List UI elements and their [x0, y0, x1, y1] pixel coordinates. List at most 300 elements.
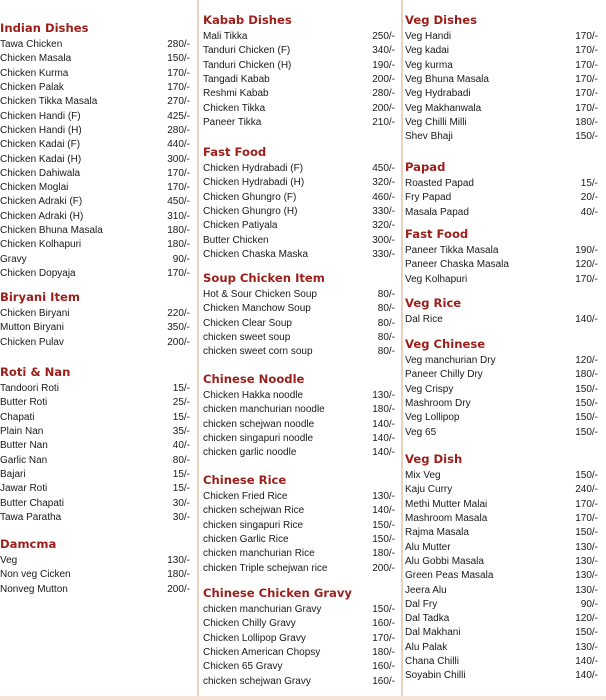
- menu-item-price: 200/-: [372, 562, 395, 574]
- menu-item-price: 170/-: [575, 88, 598, 100]
- menu-item-name: Fry Papad: [405, 192, 452, 204]
- menu-item: [0, 496, 194, 510]
- menu-item: [203, 389, 399, 403]
- menu-item-price: 190/-: [575, 245, 598, 257]
- menu-item-name: Masala Papad: [405, 206, 469, 218]
- menu-item: [203, 191, 399, 205]
- section-title: Fast Food: [405, 227, 469, 241]
- menu-item: [405, 512, 602, 526]
- menu-item-name: Chicken Patiyala: [203, 220, 278, 232]
- menu-item: [405, 244, 602, 258]
- menu-item-name: Jawar Roti: [0, 483, 48, 495]
- menu-item-name: Paneer Chaska Masala: [405, 259, 509, 271]
- menu-item: [0, 52, 194, 66]
- menu-item-name: Chana Chilli: [405, 656, 459, 667]
- section-title: Soup Chicken Item: [203, 271, 325, 285]
- menu-item-name: Veg 65: [405, 426, 437, 438]
- menu-item-price: 160/-: [372, 618, 395, 630]
- section-soup-chicken-item: [203, 270, 399, 359]
- menu-item: [0, 583, 194, 597]
- menu-item: [405, 73, 602, 87]
- menu-item-price: 130/-: [167, 555, 190, 567]
- menu-item: [0, 411, 194, 425]
- menu-item-price: 320/-: [372, 177, 395, 189]
- menu-item: [203, 87, 399, 101]
- menu-item-name: chicken manchurian Rice: [203, 548, 315, 560]
- menu-item-name: Veg Bhuna Masala: [405, 74, 489, 86]
- menu-item: [405, 411, 602, 425]
- menu-item: [405, 655, 602, 669]
- menu-item-name: Chicken Biryani: [0, 308, 70, 320]
- menu-item: [0, 336, 194, 350]
- menu-item: [203, 101, 399, 115]
- menu-item: [0, 425, 194, 439]
- section-title: Veg Rice: [405, 296, 462, 310]
- menu-item-name: Tawa Chicken: [0, 39, 63, 51]
- menu-item-price: 140/-: [372, 418, 395, 430]
- menu-item-name: Chicken Hakka noodle: [203, 390, 304, 402]
- menu-item-name: Chicken Ghungro (H): [203, 206, 298, 218]
- menu-item-price: 340/-: [372, 45, 395, 57]
- section-title: Chinese Rice: [203, 473, 287, 487]
- menu-item-name: Veg manchurian Dry: [405, 355, 496, 367]
- menu-item-name: Dal Fry: [405, 598, 438, 610]
- menu-item: [0, 307, 194, 321]
- menu-item-name: Gravy: [0, 253, 27, 265]
- menu-item: [405, 425, 602, 439]
- menu-item-name: Chicken Palak: [0, 82, 64, 94]
- menu-item-name: Chicken Masala: [0, 53, 72, 65]
- menu-item-price: 130/-: [575, 541, 598, 553]
- menu-item-price: 150/-: [575, 627, 598, 639]
- menu-item-price: 80/-: [377, 289, 395, 301]
- menu-item-price: 210/-: [372, 116, 395, 128]
- menu-item-price: 180/-: [167, 225, 190, 236]
- menu-item-price: 280/-: [372, 88, 395, 100]
- menu-item-name: Chicken Adraki (F): [0, 196, 83, 208]
- menu-item-name: Plain Nan: [0, 426, 44, 438]
- menu-item-name: Chicken Handi (F): [0, 110, 81, 122]
- menu-item: [405, 59, 602, 73]
- menu-item-price: 280/-: [167, 39, 190, 51]
- menu-item-name: Dal Makhani: [405, 627, 461, 639]
- menu-item-price: 120/-: [575, 259, 598, 271]
- section-title: Chinese Noodle: [203, 372, 305, 386]
- menu-item: [203, 331, 399, 345]
- menu-item-name: Paneer Tikka: [203, 116, 262, 128]
- menu-item: [405, 30, 602, 44]
- menu-item: [0, 568, 194, 582]
- menu-item-name: Tandoori Roti: [0, 383, 59, 395]
- menu-item-price: 180/-: [575, 116, 598, 128]
- menu-item: [0, 511, 194, 525]
- menu-item-name: Tanduri Chicken (H): [203, 59, 292, 71]
- menu-item-name: Veg Chilli Milli: [405, 116, 467, 128]
- menu-item: [203, 617, 399, 631]
- menu-item-name: Bajari: [0, 468, 26, 480]
- section-title: Roti & Nan: [0, 365, 71, 379]
- menu-item-name: chicken schejwan Rice: [203, 505, 305, 517]
- menu-item-price: 35/-: [172, 426, 190, 438]
- menu-item-price: 150/-: [167, 53, 190, 65]
- menu-item-price: 140/-: [575, 314, 598, 326]
- menu-item: [203, 116, 399, 130]
- menu-item-price: 190/-: [372, 59, 395, 71]
- column-divider: [197, 0, 199, 700]
- menu-item: [0, 81, 194, 95]
- menu-item: [0, 439, 194, 453]
- menu-item-price: 220/-: [167, 308, 190, 320]
- menu-item-price: 80/-: [377, 317, 395, 329]
- menu-item-price: 440/-: [167, 139, 190, 151]
- menu-item-price: 15/-: [580, 178, 598, 190]
- menu-item-name: chicken singapuri Rice: [203, 519, 304, 531]
- menu-item-name: Chicken Hydrabadi (F): [203, 163, 304, 175]
- menu-item-price: 310/-: [167, 210, 190, 222]
- menu-item-price: 170/-: [575, 74, 598, 86]
- menu-item: [0, 109, 194, 123]
- menu-item-price: 170/-: [575, 102, 598, 114]
- menu-item-name: Hot & Sour Chicken Soup: [203, 289, 317, 301]
- menu-item: [203, 603, 399, 617]
- menu-item: [0, 252, 194, 266]
- menu-item-name: chicken Garlic Rice: [203, 534, 289, 546]
- menu-item-name: chicken schejwan Gravy: [203, 675, 311, 687]
- menu-item-price: 330/-: [372, 206, 395, 218]
- menu-item-name: Butter Chicken: [203, 234, 269, 246]
- menu-item-name: Reshmi Kabab: [203, 88, 269, 100]
- menu-item-price: 170/-: [167, 67, 190, 79]
- menu-item-name: Chicken Ghungro (F): [203, 191, 297, 203]
- menu-item: [405, 641, 602, 655]
- menu-item-price: 280/-: [167, 124, 190, 136]
- menu-item: [0, 267, 194, 281]
- menu-item: [203, 248, 399, 262]
- menu-item: [405, 87, 602, 101]
- menu-item-price: 180/-: [372, 647, 395, 659]
- menu-item-price: 170/-: [575, 498, 598, 510]
- menu-item: [203, 205, 399, 219]
- section-fast-food: [203, 144, 399, 262]
- menu-item: [0, 224, 194, 238]
- menu-item-price: 130/-: [575, 584, 598, 596]
- menu-item-price: 90/-: [580, 598, 598, 610]
- menu-item-name: Mashroom Masala: [405, 513, 488, 525]
- section-title: Chinese Chicken Gravy: [203, 586, 352, 600]
- menu-item-name: Chicken American Chopsy: [203, 647, 321, 659]
- column-divider: [401, 0, 403, 700]
- menu-item-name: chicken manchurian noodle: [203, 404, 325, 416]
- menu-item-price: 120/-: [575, 613, 598, 625]
- section-title: Veg Chinese: [405, 337, 486, 351]
- section-papad: [405, 159, 602, 220]
- section-title: Kabab Dishes: [203, 13, 292, 27]
- menu-item-price: 170/-: [167, 167, 190, 179]
- menu-item-name: Rajma Masala: [405, 527, 469, 539]
- menu-item-price: 320/-: [372, 220, 395, 232]
- menu-item-price: 130/-: [575, 555, 598, 567]
- menu-item: [203, 302, 399, 316]
- menu-item-name: Soyabin Chilli: [405, 670, 466, 682]
- menu-item: [203, 533, 399, 547]
- menu-item-name: chicken manchurian Gravy: [203, 604, 322, 616]
- menu-item-price: 180/-: [575, 369, 598, 381]
- menu-item-name: chicken sweet soup: [203, 332, 291, 344]
- menu-item-price: 140/-: [372, 447, 395, 459]
- menu-item-price: 150/-: [575, 383, 598, 395]
- menu-item-price: 15/-: [172, 383, 190, 395]
- section-kabab-dishes: [203, 12, 399, 130]
- menu-item-price: 170/-: [372, 632, 395, 644]
- menu-item-name: Alu Gobbi Masala: [405, 555, 484, 567]
- menu-item-price: 140/-: [372, 433, 395, 445]
- menu-item: [405, 626, 602, 640]
- menu-item: [0, 238, 194, 252]
- section-title: Biryani Item: [0, 290, 80, 304]
- menu-item-price: 150/-: [372, 604, 395, 616]
- menu-item-name: Chicken Pulav: [0, 336, 64, 348]
- menu-item-price: 425/-: [167, 110, 190, 122]
- menu-item-name: Chicken Manchow Soup: [203, 303, 311, 315]
- menu-item: [203, 59, 399, 73]
- menu-item: [0, 453, 194, 467]
- menu-item: [405, 469, 602, 483]
- menu-item: [405, 612, 602, 626]
- menu-item-name: Chicken Fried Rice: [203, 491, 288, 503]
- menu-item-price: 250/-: [372, 31, 395, 43]
- menu-item-name: Nonveg Mutton: [0, 583, 68, 595]
- menu-item-price: 150/-: [575, 398, 598, 410]
- menu-item-name: Veg Handi: [405, 31, 452, 43]
- menu-item-name: chicken Triple schejwan rice: [203, 562, 328, 574]
- menu-item-name: Chicken Tikka Masala: [0, 96, 98, 108]
- menu-item-price: 200/-: [167, 336, 190, 348]
- menu-item: [0, 554, 194, 568]
- section-fast-food: [405, 226, 602, 287]
- menu-item-name: Chicken Bhuna Masala: [0, 225, 103, 236]
- menu-item-name: Chicken Tikka: [203, 102, 266, 114]
- menu-item: [0, 382, 194, 396]
- menu-item: [0, 482, 194, 496]
- section-title: Indian Dishes: [0, 21, 89, 35]
- menu-item-price: 120/-: [575, 355, 598, 367]
- menu-item: [405, 130, 602, 144]
- menu-item-price: 150/-: [372, 519, 395, 531]
- menu-item: [405, 116, 602, 130]
- menu-column-1: [0, 0, 194, 700]
- menu-item: [203, 30, 399, 44]
- menu-item-price: 130/-: [575, 641, 598, 653]
- menu-item-price: 200/-: [167, 583, 190, 595]
- menu-item: [0, 167, 194, 181]
- menu-item-name: Tanduri Chicken (F): [203, 45, 291, 57]
- menu-item-price: 40/-: [580, 206, 598, 218]
- menu-item-price: 180/-: [372, 548, 395, 560]
- menu-item-name: Mali Tikka: [203, 31, 248, 43]
- menu-item-name: Chicken Kolhapuri: [0, 239, 82, 251]
- menu-item: [203, 418, 399, 432]
- menu-item-price: 150/-: [575, 426, 598, 438]
- menu-item: [0, 124, 194, 138]
- menu-item-price: 25/-: [172, 397, 190, 409]
- menu-item: [0, 396, 194, 410]
- menu-item-name: Jeera Alu: [405, 584, 447, 596]
- menu-item-price: 460/-: [372, 191, 395, 203]
- menu-item-name: Kaju Curry: [405, 484, 453, 496]
- menu-item: [203, 504, 399, 518]
- section-indian-dishes: [0, 20, 194, 281]
- menu-item: [203, 446, 399, 460]
- menu-item-name: Chicken Kurma: [0, 67, 69, 79]
- section-title: Veg Dish: [405, 452, 463, 466]
- menu-item-name: Mashroom Dry: [405, 398, 471, 410]
- menu-item-name: Tawa Paratha: [0, 511, 62, 523]
- menu-item: [203, 674, 399, 688]
- menu-item-name: Garlic Nan: [0, 454, 48, 466]
- menu-item: [405, 483, 602, 497]
- menu-item-name: Chicken Moglai: [0, 182, 69, 194]
- menu-item: [203, 317, 399, 331]
- menu-item-name: Paneer Chilly Dry: [405, 369, 483, 381]
- menu-item: [405, 498, 602, 512]
- menu-item-price: 200/-: [372, 74, 395, 86]
- menu-item: [203, 432, 399, 446]
- menu-item-price: 170/-: [575, 513, 598, 525]
- menu-column-3: [405, 0, 602, 700]
- menu-item-price: 170/-: [167, 267, 190, 279]
- menu-item-price: 170/-: [575, 273, 598, 285]
- menu-item: [0, 210, 194, 224]
- menu-item: [203, 547, 399, 561]
- menu-item: [203, 646, 399, 660]
- menu-item-price: 170/-: [167, 82, 190, 94]
- menu-item: [203, 176, 399, 190]
- menu-item: [405, 191, 602, 205]
- menu-item-price: 330/-: [372, 248, 395, 260]
- menu-item: [405, 206, 602, 220]
- menu-item-price: 300/-: [372, 234, 395, 246]
- menu-item-price: 180/-: [167, 239, 190, 251]
- menu-item-price: 20/-: [580, 192, 598, 204]
- menu-item-price: 80/-: [172, 454, 190, 466]
- menu-item: [203, 288, 399, 302]
- menu-item-price: 450/-: [167, 196, 190, 208]
- menu-item-price: 80/-: [377, 332, 395, 344]
- menu-item-price: 80/-: [377, 346, 395, 358]
- menu-item: [405, 44, 602, 58]
- menu-item-price: 150/-: [575, 470, 598, 482]
- menu-item: [405, 354, 602, 368]
- menu-item-price: 140/-: [372, 505, 395, 517]
- menu-item-name: Tangadi Kabab: [203, 74, 270, 86]
- menu-item: [405, 555, 602, 569]
- menu-item: [0, 138, 194, 152]
- menu-item: [0, 321, 194, 335]
- menu-item-price: 160/-: [372, 675, 395, 687]
- menu-item: [405, 397, 602, 411]
- menu-item-price: 130/-: [575, 570, 598, 582]
- section-title: Veg Dishes: [405, 13, 478, 27]
- menu-item-name: Chicken Dahiwala: [0, 167, 81, 179]
- menu-item-name: Green Peas Masala: [405, 570, 494, 582]
- menu-item: [0, 195, 194, 209]
- menu-item-price: 270/-: [167, 96, 190, 108]
- menu-item-name: Non veg Cicken: [0, 569, 71, 581]
- menu-item-name: Veg: [0, 555, 18, 567]
- menu-item: [0, 67, 194, 81]
- section-title: Papad: [405, 160, 446, 174]
- menu-item: [203, 233, 399, 247]
- menu-item: [405, 383, 602, 397]
- menu-item-name: Paneer Tikka Masala: [405, 245, 499, 257]
- menu-item-price: 130/-: [372, 390, 395, 402]
- menu-item-price: 140/-: [575, 670, 598, 682]
- menu-item-name: Mutton Biryani: [0, 322, 64, 334]
- menu-item: [0, 181, 194, 195]
- menu-item-name: Alu Mutter: [405, 541, 451, 553]
- menu-item: [203, 490, 399, 504]
- menu-item: [203, 660, 399, 674]
- menu-item-price: 140/-: [575, 656, 598, 667]
- menu-item: [203, 162, 399, 176]
- menu-item-name: chicken sweet corn soup: [203, 346, 313, 358]
- menu-item-name: chicken schejwan noodle: [203, 418, 315, 430]
- menu-item-name: Butter Nan: [0, 440, 48, 452]
- menu-item-name: Chicken Chaska Maska: [203, 248, 309, 260]
- menu-item: [203, 44, 399, 58]
- bottom-border: [0, 696, 606, 700]
- section-damcma: [0, 536, 194, 597]
- menu-item-price: 150/-: [575, 412, 598, 424]
- menu-item-price: 350/-: [167, 322, 190, 334]
- menu-item-price: 150/-: [575, 131, 598, 143]
- menu-item-name: chicken singapuri noodle: [203, 433, 314, 445]
- menu-item-name: Veg kadai: [405, 45, 449, 57]
- menu-item-name: Chapati: [0, 411, 35, 423]
- menu-item-name: Chicken Lollipop Gravy: [203, 632, 306, 644]
- menu-item-price: 450/-: [372, 163, 395, 175]
- menu-item: [0, 468, 194, 482]
- menu-item-price: 200/-: [372, 102, 395, 114]
- menu-item-name: Chicken Kadai (F): [0, 139, 81, 151]
- menu-item-price: 30/-: [172, 511, 190, 523]
- section-veg-dish: [405, 451, 602, 683]
- menu-item-price: 300/-: [167, 153, 190, 165]
- menu-item: [405, 273, 602, 287]
- menu-item-name: Butter Chapati: [0, 497, 64, 509]
- menu-item-price: 180/-: [167, 569, 190, 581]
- menu-item-price: 130/-: [372, 491, 395, 503]
- section-veg-chinese: [405, 336, 602, 440]
- menu-item-price: 170/-: [575, 59, 598, 71]
- section-title: Fast Food: [203, 145, 267, 159]
- menu-item-price: 170/-: [575, 45, 598, 57]
- menu-item-price: 30/-: [172, 497, 190, 509]
- menu-item-name: Veg Makhanwala: [405, 102, 482, 114]
- menu-item: [0, 38, 194, 52]
- menu-item: [405, 368, 602, 382]
- menu-item-name: Chicken Kadai (H): [0, 153, 82, 165]
- menu-item: [203, 73, 399, 87]
- menu-item-name: chicken garlic noodle: [203, 447, 297, 459]
- menu-item-price: 90/-: [172, 253, 190, 265]
- menu-item: [405, 569, 602, 583]
- menu-item: [405, 101, 602, 115]
- menu-item: [405, 598, 602, 612]
- section-chinese-rice: [203, 472, 399, 576]
- menu-item-name: Chicken Clear Soup: [203, 317, 292, 329]
- menu-item-price: 170/-: [575, 31, 598, 43]
